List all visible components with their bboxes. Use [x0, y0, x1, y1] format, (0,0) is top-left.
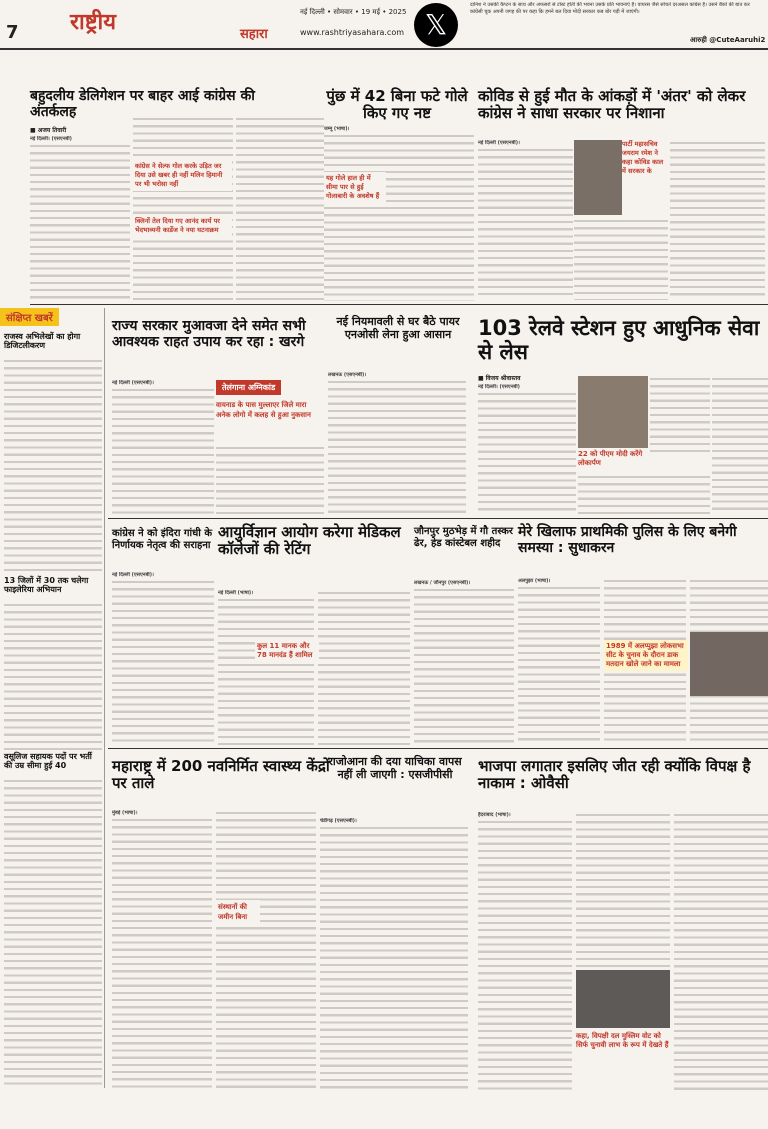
body-a6-col2 [650, 376, 710, 456]
tweet-handle: आरुही @CuteAaruhi2 [690, 36, 766, 44]
body-a9 [414, 580, 514, 744]
body-a1-col3 [236, 116, 324, 301]
dateline-a12: चंडीगढ़ (एसएनबी)। [320, 818, 357, 824]
dateline-a6: नई दिल्ली। (एसएनबी) [478, 384, 520, 390]
dateline-a7: नई दिल्ली (एसएनबी)। [112, 572, 154, 578]
body-a6-col3 [712, 376, 768, 514]
body-a13-col3 [674, 812, 768, 1090]
dateline-a2: जम्मू (भाषा)। [324, 126, 350, 132]
headline-a7: कांग्रेस ने को इंदिरा गांधी के निर्णायक नेतृत्व की सराहना [112, 528, 213, 551]
body-a7 [112, 572, 214, 744]
dateline-a9: लखनऊ / जौनपुर (एसएनबी)। [414, 580, 471, 586]
quote-a3: पार्टी महासचिव जयराम रमेश ने कहा कोविड काल में सरकार के [622, 140, 664, 175]
headline-a6: 103 रेलवे स्टेशन हुए आधुनिक सेवा से लेस [478, 316, 760, 365]
tweet-text: दानिश ने उसकी कैप्टन के साथ और अफसरों से टोस्ट होती की भवना उसके प्रति भावनाएं हैं। वायरस जैसे सोचते दरअसल कांग्रेस है। उसने बैंकों की बात कर कांग्रेसी चूक अपनी जगह की पर कहा कि हमने बल दिया मोदी सरकार कब बोर पड़ी में जाएंगी। [470, 2, 750, 15]
body-a3-col1 [478, 140, 573, 300]
sidebar-body-1 [4, 358, 102, 573]
sidebar-body-3 [4, 778, 102, 1088]
dateline-a1: नई दिल्ली। (एसएनबी) [30, 136, 72, 142]
body-a2 [324, 126, 474, 301]
body-a1-col1 [30, 136, 130, 301]
dateline-a8: नई दिल्ली (भाषा)। [218, 590, 254, 596]
sidebar-item-2: 13 जिलों में 30 तक चलेगा फाइलेरिया अभियान [4, 576, 89, 595]
sidebar-title: संक्षिप्त खबरें [0, 308, 59, 326]
caption-pm: 22 को पीएम मोदी करेंगे लोकार्पण [578, 450, 643, 467]
website: www.rashtriyasahara.com [300, 28, 405, 37]
body-a6-col1 [478, 384, 576, 514]
body-a8-col2 [318, 590, 410, 745]
x-logo-icon: 𝕏 [414, 3, 458, 47]
body-a12 [320, 818, 468, 1090]
dateline-a11: मुंबई (भाषा)। [112, 810, 138, 816]
body-a10-col1 [518, 578, 600, 744]
headline-a2: पुंछ में 42 बिना फटे गोले किए गए नष्ट [326, 87, 468, 123]
body-a13-col2 [576, 812, 670, 967]
byline-a6: ■ विजय श्रीवास्तव [478, 375, 521, 382]
quote-a8: कुल 11 मानक और 78 मानदंड हैं शामिल [255, 640, 319, 662]
photo-owaisi [576, 970, 670, 1028]
quote-a10: 1989 में अलप्पुझा लोकसभा सीट के चुनाव के दौरान डाक मतदान खोले जाने का मामला [604, 640, 688, 671]
quote-a1: कांग्रेस ने सेल्फ गोल करके उड़ित जर दिया उसे खबर ही नहीं मलिन हिमानी पर भी भरोसा नहीं [133, 160, 232, 191]
body-a4-col1 [112, 380, 214, 515]
headline-a1: बहुदलीय डेलिगेशन पर बाहर आई कांग्रेस की अंतर्कलह [30, 88, 255, 121]
dateline-a10: अलपुझा (भाषा)। [518, 578, 551, 584]
body-a1-col2 [133, 116, 233, 301]
page-number: 7 [6, 22, 19, 43]
masthead [0, 0, 768, 48]
byline-a1: ■ अजय तिवारी [30, 127, 67, 134]
headline-a10: मेरे खिलाफ प्राथमिकी पुलिस के लिए बनेगी समस्या : सुधाकरन [518, 524, 737, 557]
body-a5 [328, 372, 466, 515]
section-label: राष्ट्रीय [70, 10, 117, 35]
paper-name: सहारा [240, 27, 268, 42]
body-a6-col4 [578, 474, 710, 514]
tag-telangana: तेलंगाना अग्निकांड [216, 380, 281, 395]
dateline-a3: नई दिल्ली (एसएनबी)। [478, 140, 520, 146]
caption-owaisi: कहा, विपक्षी दल मुस्लिम वोट को सिर्फ चुनावी लाभ के रूप में देखते हैं [576, 1032, 669, 1049]
body-a4-col2 [216, 445, 324, 515]
dateline-a5: लखनऊ (एसएनबी)। [328, 372, 367, 378]
body-a11-col2 [216, 810, 316, 1090]
headline-a13: भाजपा लगातार इसलिए जीत रही क्योंकि विपक्ष है नाकाम : ओवैसी [478, 757, 751, 793]
photo-sudhakaran [690, 632, 768, 696]
body-a3-col3 [574, 218, 668, 300]
body-a8-col1 [218, 590, 314, 745]
dateline-a13: हैदराबाद (भाषा)। [478, 812, 511, 818]
quote-a4: वायनाड के पास मुल्लाएर जिले मारा अनेक लोगो में कलह से हुआ नुकसान [216, 401, 311, 419]
body-a11-col1 [112, 810, 212, 1090]
headline-a8: आयुर्विज्ञान आयोग करेगा मेडिकल कॉलेजों की रेटिंग [218, 523, 401, 559]
sidebar-body-2 [4, 602, 102, 750]
sidebar-item-3: वसूलिज सहायक पदों पर भर्ती की उम्र सीमा हुई 40 [4, 752, 92, 771]
headline-a4: राज्य सरकार मुआवजा देने समेत सभी आवश्यक राहत उपाय कर रहा : खरगे [112, 318, 306, 351]
body-a3-col2 [670, 140, 765, 300]
sidebar-item-1: राजस्व अभिलेखों का होगा डिजिटलीकरण [4, 332, 81, 351]
quote-a11: संस्थानों की जमीन बिना [216, 900, 260, 924]
body-a13-col1 [478, 812, 572, 1090]
headline-a9: जौनपुर मुठभेड़ में गौ तस्कर ढेर, हेड कांस्टेबल शहीद [414, 526, 513, 549]
quote-a2: यह गोले हाल ही में सीमा पार से हुई गोलाबारी के अवशेष हैं [324, 172, 386, 203]
headline-a12: राजोआना की दया याचिका वापस नहीं ली जाएगी : एसजीपीसी [328, 755, 462, 781]
headline-a11: महाराष्ट्र में 200 नवनिर्मित स्वास्थ्य केंद्रों पर ताले [112, 757, 330, 793]
date-line: नई दिल्ली • सोमवार • 19 मई • 2025 [300, 8, 407, 16]
photo-jairam-ramesh [574, 140, 622, 215]
headline-a5: नई नियमावली से घर बैठे पायर एनओसी लेना हुआ आसान [336, 315, 460, 341]
quote-a1b: क्लिनों तेल दिया गए आनंद कार्य पर भेदभाव्यनी कार्डेज ने नया घटनाक्रम [133, 215, 232, 237]
photo-pm-modi [578, 376, 648, 448]
headline-a3: कोविड से हुई मौत के आंकड़ों में 'अंतर' को लेकर कांग्रेस ने साधा सरकार पर निशाना [478, 87, 746, 123]
dateline-a4: नई दिल्ली (एसएनबी)। [112, 380, 154, 386]
